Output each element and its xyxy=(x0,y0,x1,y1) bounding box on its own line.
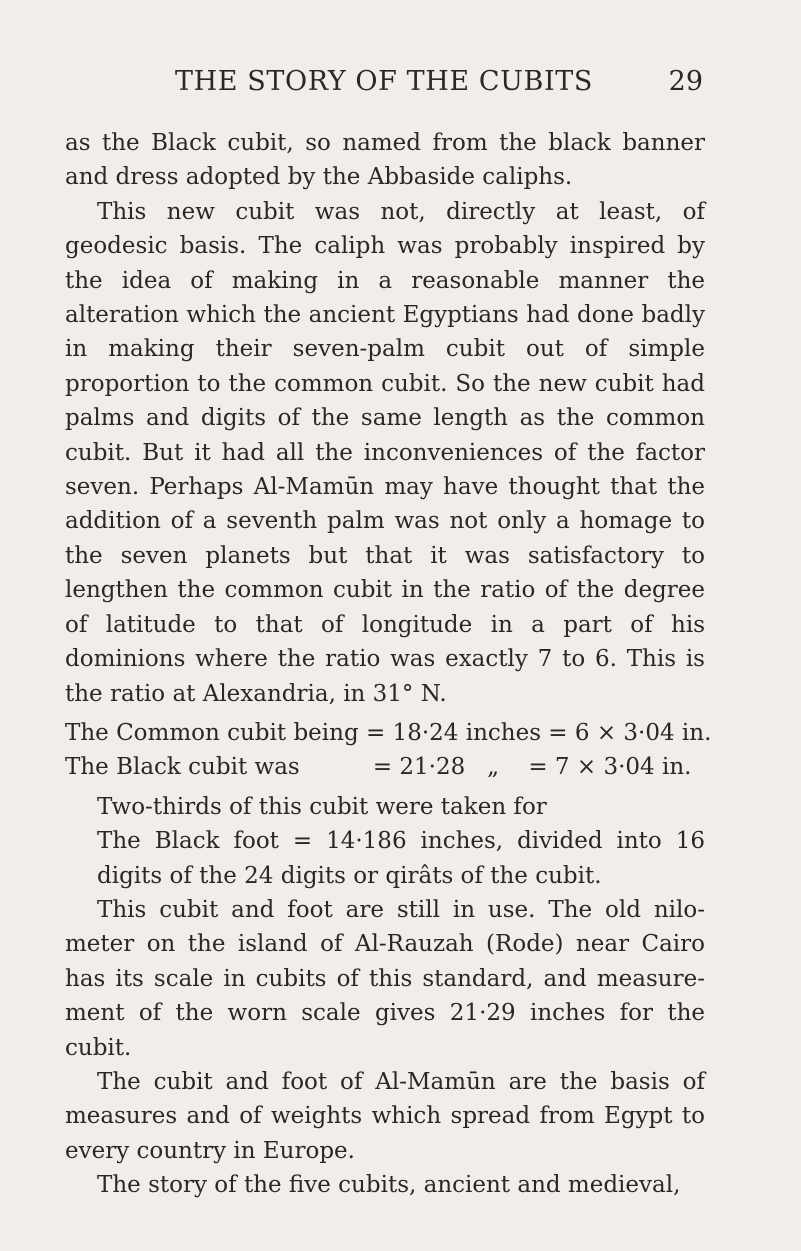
paragraph-1: as the Black cubit, so named from the black banner and dress adopted by the Abbaside caliphs. xyxy=(65,130,705,191)
page-number: 29 xyxy=(668,66,703,97)
running-header xyxy=(65,63,703,101)
paragraph-black-foot: The Black foot = 14·186 inches, divided into 16 digits of the 24 digits or qirâts of the cubit. xyxy=(97,828,705,889)
paragraph-five-cubits: The story of the five cubits, ancient and medieval, xyxy=(97,1172,681,1199)
equation-black-cubit: The Black cubit was = 21·28 „ = 7 × 3·04 in. xyxy=(65,754,692,781)
equation-common-cubit: The Common cubit being = 18·24 inches = 6 × 3·04 in. xyxy=(65,719,712,746)
paragraph-two-thirds: Two-thirds of this cubit were taken for xyxy=(97,793,547,820)
paragraph-measures: The cubit and foot of Al-Mamūn are the basis of measures and of weights which spread from Egypt to every country in Europe. xyxy=(65,1068,705,1164)
body-text xyxy=(65,126,712,1203)
running-title: THE STORY OF THE CUBITS xyxy=(175,66,593,97)
paragraph-2: This new cubit was not, directly at least, of geodesic basis. The caliph was probably inspired by the idea of making in a reasonable manner the alteration which the ancient Egyptians had done badly in making their seven-palm cubit out of simple proportion to the common cubit. So the new cubit had palms and digits of the same length as the common cubit. But it had all the inconveniences of the factor seven. Perhaps Al-Mamūn may have thought that the addition of a seventh palm was not only a homage to the seven planets but that it was satisfactory to lengthen the common cubit in the ratio of the degree of latitude to that of longitude in a part of his dominions where the ratio was exactly 7 to 6. This is the ratio at Alexandria, in 31° N. xyxy=(65,198,705,707)
paragraph-nilometer: This cubit and foot are still in use. The old nilometer on the island of Al-Rauzah (Rode) near Cairo has its scale in cubits of this standard, and measurement of the worn scale gives 21·29 inches for the cubit. xyxy=(65,896,705,1061)
